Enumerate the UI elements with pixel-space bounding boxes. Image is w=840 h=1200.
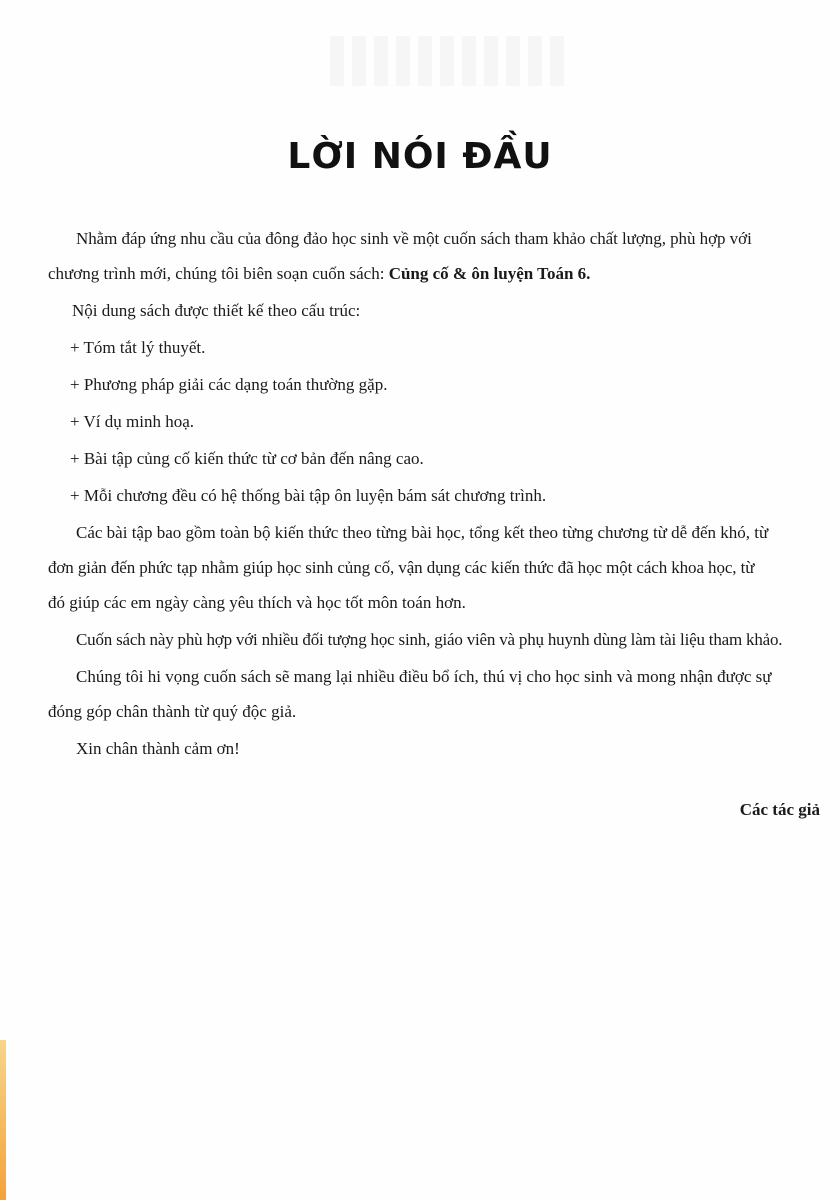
show-through-ghost — [330, 36, 570, 86]
preface-body — [48, 221, 820, 766]
intro-line-1: Nhằm đáp ứng nhu cầu của đông đảo học sinh về một cuốn sách tham khảo chất lượng, phù hợp với — [76, 229, 752, 248]
structure-item-4: + Bài tập củng cố kiến thức từ cơ bản đến nâng cao. — [70, 449, 424, 468]
structure-item-5: + Mỗi chương đều có hệ thống bài tập ôn luyện bám sát chương trình. — [70, 486, 547, 505]
audience-paragraph: Cuốn sách này phù hợp với nhiều đối tượng học sinh, giáo viên và phụ huynh dùng làm tài liệu tham khảo. — [76, 630, 783, 649]
intro-line-2: chương trình mới, chúng tôi biên soạn cuốn sách: — [48, 264, 389, 283]
intro-paragraph — [48, 221, 820, 256]
hope-line-1: Chúng tôi hi vọng cuốn sách sẽ mang lại nhiều điều bổ ích, thú vị cho học sinh và mong nhận được sự — [76, 667, 772, 686]
exercise-line-2: đơn giản đến phức tạp nhằm giúp học sinh củng cố, vận dụng các kiến thức đã học một cách khoa học, từ — [48, 558, 755, 577]
thanks-line: Xin chân thành cảm ơn! — [76, 739, 240, 758]
exercise-line-3: đó giúp các em ngày càng yêu thích và học tốt môn toán hơn. — [48, 593, 466, 612]
structure-item-3: + Ví dụ minh hoạ. — [70, 412, 195, 431]
page-title: LỜI NÓI ĐẦU — [287, 136, 553, 177]
book-title: Củng cố & ôn luyện Toán 6. — [388, 264, 591, 283]
exercise-line-1: Các bài tập bao gồm toàn bộ kiến thức theo từng bài học, tổng kết theo từng chương từ dễ đến khó, từ — [76, 523, 769, 542]
signature: Các tác giả — [739, 800, 820, 819]
hope-line-2: đóng góp chân thành từ quý độc giả. — [48, 702, 297, 721]
structure-item-2: + Phương pháp giải các dạng toán thường gặp. — [70, 375, 388, 394]
structure-item-1: + Tóm tắt lý thuyết. — [70, 338, 206, 357]
intro-paragraph-cont — [48, 256, 820, 291]
page-edge-strip — [0, 1040, 6, 1200]
structure-intro: Nội dung sách được thiết kế theo cấu trúc: — [72, 301, 361, 320]
